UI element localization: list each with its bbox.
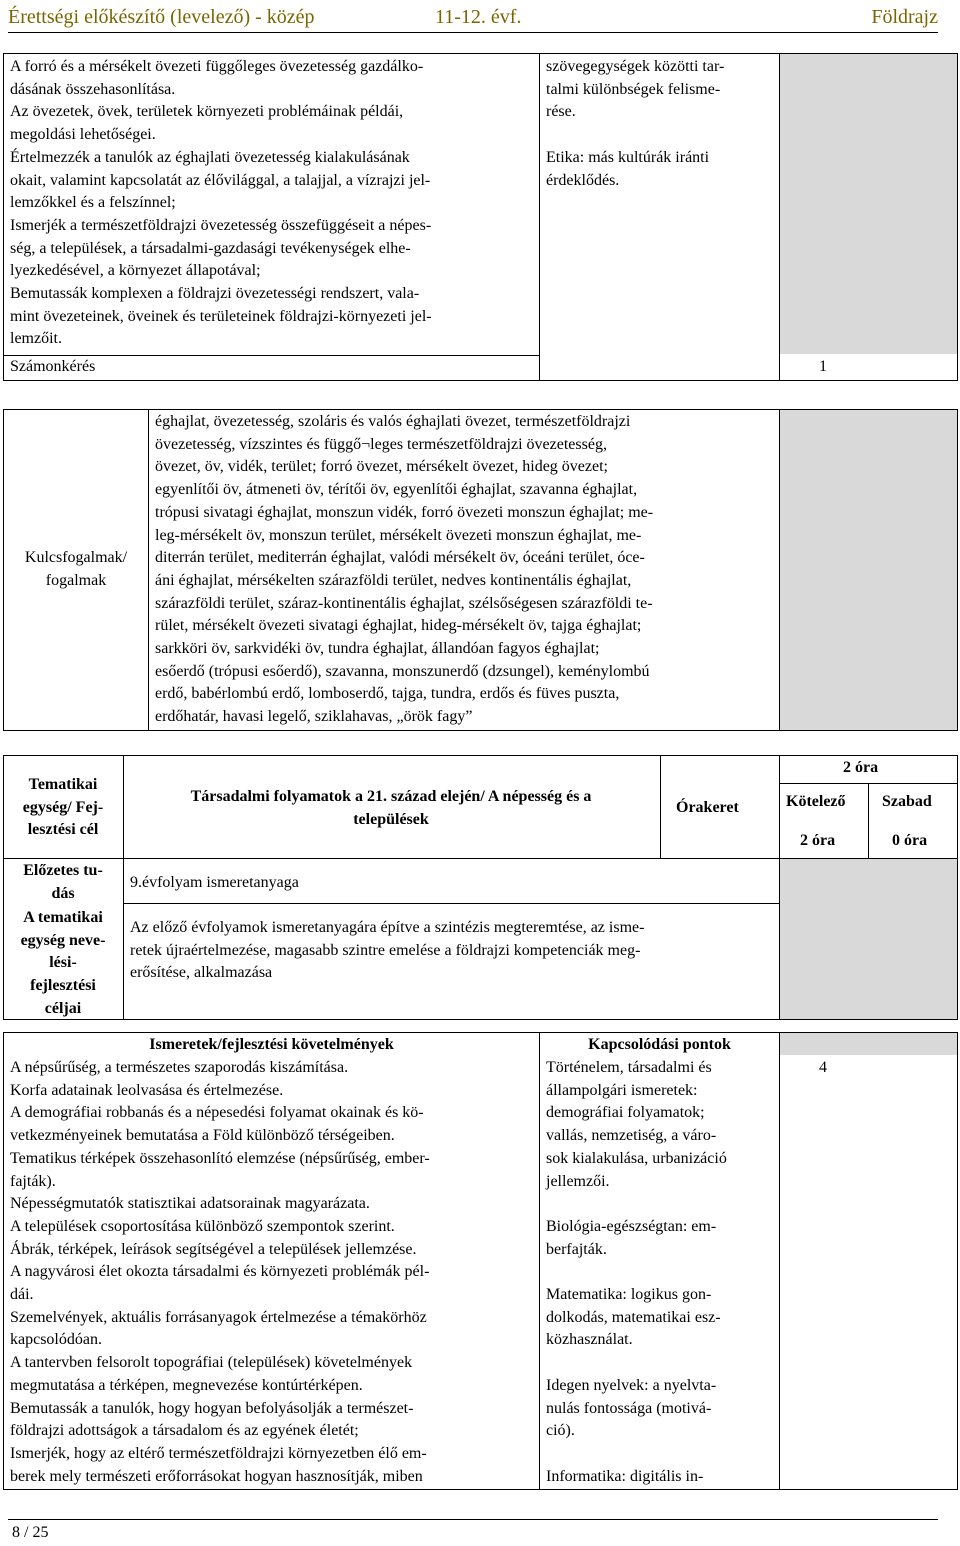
text-line: Ismerjék a természetföldrajzi övezetesség összefüggéseit a népes-: [10, 216, 432, 234]
text-line: Idegen nyelvek: a nyelvta-: [546, 1376, 717, 1394]
unit-title: [126, 786, 656, 831]
text-line: [546, 124, 778, 147]
text-line: Tematikus térképek összehasonlító elemzése (népsűrűség, ember-: [10, 1149, 430, 1167]
divider: [660, 755, 661, 858]
text-line: Bemutassák komplexen a földrajzi övezetességi rendszert, vala-: [10, 285, 420, 303]
text-line: Történelem, társadalmi és: [546, 1059, 712, 1076]
text-line: fajták).: [10, 1172, 56, 1190]
text-line: vallás, nemzetiség, a váro-: [546, 1127, 717, 1145]
grey-cell: [780, 1033, 957, 1055]
text-line: A tantervben felsorolt topográfiai (települések) követelmények: [10, 1354, 413, 1372]
text-line: dásának összehasonlítása.: [10, 80, 176, 98]
grey-cell: [780, 859, 957, 1019]
label-line: dás: [51, 884, 75, 902]
goals-value: [130, 917, 775, 985]
hours-label: Órakeret: [676, 799, 739, 816]
text-line: erdőhatár, havasi legelő, sziklahavas, „örök fagy”: [155, 708, 473, 726]
text-line: ció).: [546, 1422, 575, 1440]
text-line: Szemelvények, aktuális forrásanyagok értelmezése a témakörhöz: [10, 1308, 427, 1326]
text-line: nulás fontossága (motivá-: [546, 1399, 712, 1417]
block2-hours: 4: [819, 1059, 827, 1076]
assessment-label: Számonkérés: [10, 358, 96, 375]
text-line: földrajzi adottságok a társadalom és az egyének életét;: [10, 1422, 359, 1440]
text-line: megoldási lehetőségei.: [10, 126, 156, 144]
page-number: 8 / 25: [12, 1524, 49, 1541]
text-line: trópusi sivatagi éghajlat, monszun vidék, forró övezeti monszun éghajlat; me-: [155, 503, 654, 521]
label-line: lési-: [49, 954, 77, 972]
text-line: éghajlat, övezetesség, szoláris és valós éghajlati övezet, természetföldrajzi: [155, 413, 631, 430]
text-line: leg-mérsékelt öv, monszun terület, mérsékelt övezeti monszun éghajlat, me-: [155, 526, 642, 544]
text-line: A települések csoportosítása különböző szempontok szerint.: [10, 1217, 395, 1235]
label-line: Tematikai: [28, 776, 98, 793]
label-line: A tematikai: [23, 909, 103, 926]
requirements-header: Ismeretek/fejlesztési követelmények: [149, 1036, 394, 1053]
text-line: [546, 1443, 778, 1466]
hours-total: 2 óra: [843, 759, 879, 776]
text-line: erdő, babérlombú erdő, lomboserdő, tajga, tundra, erdős és füves puszta,: [155, 685, 620, 703]
text-line: sok kialakulása, urbanizáció: [546, 1149, 727, 1167]
goals-label: [4, 907, 122, 1021]
text-line: jellemzői.: [546, 1172, 610, 1190]
label-line: lesztési cél: [27, 821, 99, 839]
text-line: közhasználat.: [546, 1331, 633, 1349]
text-line: övezetesség, vízszintes és függő¬leges természetföldrajzi övezetesség,: [155, 435, 607, 453]
text-line: szövegegységek közötti tar-: [546, 58, 725, 75]
free-label: Szabad: [882, 793, 932, 810]
block1-connections: [546, 56, 778, 192]
text-line: sarkköri öv, sarkvidéki öv, tundra éghajlat, állandóan fagyos éghajlat;: [155, 640, 600, 658]
text-line: mint övezeteinek, öveinek és területeinek földrajzi-környezeti jel-: [10, 307, 432, 325]
concepts-text: [155, 411, 777, 729]
prior-knowledge-label: [4, 860, 122, 905]
label-line: Előzetes tu-: [23, 862, 103, 879]
header-title: Érettségi előkészítő (levelező) - közép: [8, 6, 315, 28]
grey-cell: [780, 54, 957, 354]
block2-requirements: [10, 1057, 538, 1488]
text-line: okait, valamint kapcsolatát az élővilággal, a talajjal, a vízrajzi jel-: [10, 171, 431, 189]
divider: [539, 53, 540, 381]
text-line: rése.: [546, 103, 576, 121]
divider: [148, 409, 149, 731]
text-line: demográfiai folyamatok;: [546, 1104, 705, 1122]
text-line: lemzőit.: [10, 330, 62, 348]
text-line: Népességmutatók statisztikai adatsorainak magyarázata.: [10, 1195, 370, 1213]
connections-header: Kapcsolódási pontok: [588, 1036, 731, 1053]
divider: [539, 1032, 540, 1490]
footer-line: [8, 1519, 938, 1520]
text-line: Informatika: digitális in-: [546, 1467, 704, 1485]
text-line: erősítése, alkalmazása: [130, 964, 273, 982]
title-line: települések: [353, 810, 429, 828]
unit-label: [4, 774, 122, 842]
prior-knowledge-value: 9.évfolyam ismeretanyaga: [130, 874, 299, 891]
text-line: Értelmezzék a tanulók az éghajlati övezetesség kialakulásának: [10, 148, 410, 166]
text-line: [546, 1261, 778, 1284]
concepts-label-line2: fogalmak: [45, 571, 107, 589]
mandatory-label: Kötelező: [786, 793, 846, 810]
text-line: [546, 1193, 778, 1216]
text-line: berfajták.: [546, 1240, 607, 1258]
text-line: vetkezményeinek bemutatása a Föld különböző térségeiben.: [10, 1127, 395, 1145]
grey-cell: [780, 410, 957, 730]
text-line: Korfa adatainak leolvasása és értelmezése.: [10, 1081, 284, 1099]
mandatory-hours: 2 óra: [800, 832, 836, 849]
label-line: egység neve-: [20, 931, 106, 949]
divider: [779, 1032, 780, 1490]
text-line: Az övezetek, övek, területek környezeti problémáinak példái,: [10, 103, 404, 121]
label-line: céljai: [44, 999, 82, 1017]
divider: [780, 783, 958, 784]
text-line: A nagyvárosi élet okozta társadalmi és környezeti problémák pél-: [10, 1263, 430, 1281]
assessment-hours: 1: [819, 358, 827, 375]
text-line: esőerdő (trópusi esőerdő), szavanna, monszunerdő (dzsungel), keménylombú: [155, 662, 650, 680]
page-header: [8, 6, 938, 33]
text-line: retek újraértelmezése, magasabb szintre emelése a földrajzi kompetenciák meg-: [130, 941, 641, 959]
text-line: berek mely természeti erőforrásokat hogyan hasznosítják, miben: [10, 1467, 423, 1485]
text-line: A forró és a mérsékelt övezeti függőleges övezetesség gazdálko-: [10, 58, 424, 75]
text-line: [546, 1352, 778, 1375]
text-line: Ismerjék, hogy az eltérő természetföldrajzi környezetben élő em-: [10, 1444, 427, 1462]
text-line: lyezkedésével, a környezet állapotával;: [10, 262, 261, 280]
text-line: Etika: más kultúrák iránti: [546, 148, 710, 166]
text-line: szárazföldi terület, száraz-kontinentális éghajlat, szélsőségesen szárazföldi te-: [155, 594, 653, 612]
concepts-label: [4, 547, 148, 592]
title-line: Társadalmi folyamatok a 21. század elején/ A népesség és a: [190, 788, 592, 805]
text-line: Az előző évfolyamok ismeretanyagára építve a szintézis megteremtése, az isme-: [130, 919, 645, 936]
text-line: lemzőkkel és a felszínnel;: [10, 194, 176, 212]
text-line: Bemutassák a tanulók, hogy hogyan befolyásolják a természet-: [10, 1399, 414, 1417]
block2-connections: [546, 1057, 778, 1488]
text-line: A demográfiai robbanás és a népesedési folyamat okainak és kö-: [10, 1104, 424, 1122]
block1-requirements: [10, 56, 538, 351]
free-hours: 0 óra: [892, 832, 928, 849]
text-line: Ábrák, térképek, leírások segítségével a települések jellemzése.: [10, 1240, 417, 1258]
text-line: egyenlítői öv, átmeneti öv, térítői öv, egyenlítői éghajlat, szavanna éghajlat,: [155, 481, 638, 499]
text-line: övezet, öv, vidék, terület; forró övezet, mérsékelt övezet, hideg övezet;: [155, 458, 608, 476]
divider: [868, 783, 869, 858]
text-line: kapcsolódóan.: [10, 1331, 102, 1349]
text-line: A népsűrűség, a természetes szaporodás kiszámítása.: [10, 1059, 349, 1076]
text-line: Biológia-egészségtan: em-: [546, 1217, 717, 1235]
text-line: érdeklődés.: [546, 171, 620, 189]
text-line: Matematika: logikus gon-: [546, 1286, 712, 1304]
text-line: rület, mérsékelt övezeti sivatagi éghajlat, hideg-mérsékelt öv, tajga éghajlat;: [155, 617, 642, 635]
label-line: fejlesztési: [30, 977, 96, 995]
text-line: áni éghajlat, mérsékelten szárazföldi terület, nedves kontinentális éghajlat,: [155, 571, 632, 589]
text-line: ség, a települések, a társadalmi-gazdasági tevékenységek elhe-: [10, 239, 411, 257]
text-line: állampolgári ismeretek:: [546, 1081, 698, 1099]
text-line: diterrán terület, mediterrán éghajlat, valódi mérsékelt öv, óceáni terület, óce-: [155, 549, 645, 567]
concepts-label-line1: Kulcsfogalmak/: [24, 549, 128, 566]
text-line: megmutatása a térképen, megnevezése kontúrtérképen.: [10, 1376, 363, 1394]
text-line: dolkodás, matematikai esz-: [546, 1308, 721, 1326]
divider: [123, 755, 124, 1020]
label-line: egység/ Fej-: [22, 798, 104, 816]
text-line: dái.: [10, 1286, 34, 1304]
header-subject: Földrajz: [871, 6, 938, 28]
text-line: talmi különbségek felisme-: [546, 80, 721, 98]
header-grade: 11-12. évf.: [435, 6, 522, 28]
